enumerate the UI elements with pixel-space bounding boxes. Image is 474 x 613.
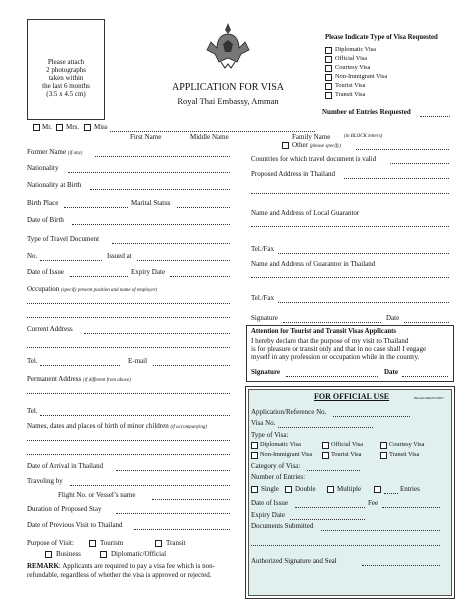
family-name-label: Family Name <box>292 133 331 141</box>
children-label <box>27 422 207 430</box>
official-type-label: Official Visa <box>331 441 364 448</box>
attention-date-field[interactable] <box>402 376 448 377</box>
former-name-text: Former Name <box>27 148 67 156</box>
date-label: Date <box>386 314 400 322</box>
official-checkbox-official[interactable] <box>322 442 329 449</box>
fee-field[interactable] <box>382 507 440 508</box>
issued-at-label: Issued at <box>107 252 132 260</box>
nationality-birth-label: Nationality at Birth <box>27 181 82 189</box>
local-guarantor-label: Name and Address of Local Guarantor <box>251 209 360 217</box>
official-type-label: Courtesy Visa <box>389 441 425 448</box>
current-address-field-1[interactable] <box>84 333 230 334</box>
attention-signature-field[interactable] <box>286 376 378 377</box>
current-address-field-2[interactable] <box>27 347 230 348</box>
title-checkbox-mrs[interactable] <box>56 124 63 131</box>
title-mrs-label: Mrs. <box>66 123 80 131</box>
entries-requested-field[interactable] <box>420 116 450 117</box>
num-entries-label: Number of Entries: <box>251 473 306 481</box>
nationality-label: Nationality <box>27 164 59 172</box>
attention-text-3: myself in any profession or occupation while in the country. <box>251 353 420 361</box>
middle-name-label: Middle Name <box>190 133 229 141</box>
guarantor-thailand-field-1[interactable] <box>251 277 449 278</box>
tel-label: Tel. <box>27 357 38 365</box>
date-field[interactable] <box>404 322 449 323</box>
visa-type-heading: Please Indicate Type of Visa Requested <box>325 34 438 41</box>
former-name-field[interactable] <box>95 156 230 157</box>
visa-type-label: Courtesy Visa <box>335 64 371 71</box>
entries-count-label: Entries <box>400 485 420 493</box>
visa-type-label: Tourist Visa <box>335 82 366 89</box>
permanent-address-label <box>27 375 131 383</box>
children-field-2[interactable] <box>27 454 230 455</box>
official-type-label: Tourist Visa <box>331 451 362 458</box>
visa-no-label: Visa No. <box>251 419 276 427</box>
doc-no-field[interactable] <box>40 260 102 261</box>
page-title: APPLICATION FOR VISA <box>171 82 285 93</box>
photo-instruction-2: 2 photographs <box>46 66 86 74</box>
occupation-field-1[interactable] <box>27 303 230 304</box>
category-label: Category of Visa: <box>251 462 301 470</box>
page-subtitle: Royal Thai Embassy, Amman <box>177 96 279 106</box>
arrival-label: Date of Arrival in Thailand <box>27 462 104 470</box>
birth-place-field[interactable] <box>64 207 128 208</box>
photo-instruction-5: (3.5 x 4.5 cm) <box>46 90 86 98</box>
official-use-heading: FOR OFFICIAL USE <box>314 392 390 401</box>
purpose-business-label: Business <box>56 550 81 558</box>
official-checkbox-transit[interactable] <box>380 452 387 459</box>
doc-no-label: No. <box>27 252 38 260</box>
purpose-checkbox-transit[interactable] <box>155 540 162 547</box>
visa-type-checkbox-diplomatic[interactable] <box>325 47 332 54</box>
children-text: Names, dates and places of birth of minor children <box>27 422 169 430</box>
countries-field[interactable] <box>390 163 449 164</box>
local-guarantor-field-1[interactable] <box>251 226 449 227</box>
visa-type-checkbox-official[interactable] <box>325 56 332 63</box>
dob-label: Date of Birth <box>27 216 64 224</box>
attention-heading: Attention for Tourist and Transit Visas Applicants <box>251 328 397 335</box>
title-mr-label: Mr. <box>42 123 52 131</box>
photo-instruction-3: taken within <box>48 74 84 82</box>
entries-single-label: Single <box>261 485 279 493</box>
attention-signature-label: Signature <box>251 368 281 376</box>
visa-type-checkbox-transit[interactable] <box>325 92 332 99</box>
official-use-code: Hnsotn/dhm/05/2007 <box>414 396 444 400</box>
traveling-by-field[interactable] <box>70 485 230 486</box>
photo-instruction-1: Please attach <box>47 58 85 66</box>
tel-fax2-label: Tel./Fax <box>251 294 275 302</box>
official-checkbox-courtesy[interactable] <box>380 442 387 449</box>
entries-checkbox-multiple[interactable] <box>327 486 334 493</box>
docs-submitted-field-1[interactable] <box>321 530 440 531</box>
remark-text-1: : Applicants are required to pay a visa fee which is non- <box>58 562 215 570</box>
permanent-address-field-1[interactable] <box>27 393 230 394</box>
expiry-date-field[interactable] <box>170 276 230 277</box>
official-type-label: Diplomatic Visa <box>260 441 301 448</box>
other-field[interactable] <box>356 149 449 150</box>
tel2-label: Tel. <box>27 407 38 415</box>
app-ref-field[interactable] <box>333 416 410 417</box>
email-field[interactable] <box>153 365 230 366</box>
title-checkbox-mr[interactable] <box>33 124 40 131</box>
visa-type-checkbox-tourist[interactable] <box>325 83 332 90</box>
tel-fax2-field[interactable] <box>278 302 449 303</box>
nationality-birth-field[interactable] <box>90 189 230 190</box>
occupation-text: Occupation <box>27 285 60 293</box>
signature-label: Signature <box>251 314 278 322</box>
guarantor-thailand-label: Name and Address of Guarantor in Thailand <box>251 260 376 268</box>
nationality-field[interactable] <box>68 172 230 173</box>
marital-status-label: Marital Status <box>131 199 171 207</box>
attention-text-1: I hereby declare that the purpose of my visit to Thailand <box>251 337 409 345</box>
first-name-label: First Name <box>130 133 162 141</box>
duration-label: Duration of Proposed Stay <box>27 505 102 513</box>
flight-no-field[interactable] <box>152 499 230 500</box>
docs-submitted-field-2[interactable] <box>251 545 440 546</box>
dob-field[interactable] <box>72 224 230 225</box>
block-letters-note: (in BLOCK letters) <box>344 134 383 139</box>
purpose-checkbox-diplomatic[interactable] <box>100 551 107 558</box>
proposed-address-field-1[interactable] <box>344 178 449 179</box>
travel-doc-label: Type of Travel Document <box>27 235 100 243</box>
entries-checkbox-single[interactable] <box>251 486 258 493</box>
visa-type-label: Diplomatic Visa <box>335 46 376 53</box>
visa-type-checkbox-non-immigrant[interactable] <box>325 74 332 81</box>
proposed-address-label: Proposed Address in Thailand <box>251 170 336 178</box>
auth-signature-label: Authorized Signature and Seal <box>251 557 337 565</box>
entries-requested-label: Number of Entries Requested <box>322 108 411 116</box>
countries-label: Countries for which travel document is valid <box>251 155 377 163</box>
arrival-field[interactable] <box>116 470 230 471</box>
occupation-label <box>27 285 157 293</box>
previous-visit-field[interactable] <box>134 529 230 530</box>
previous-visit-label: Date of Previous Visit to Thailand <box>27 521 123 529</box>
visa-type-label: Non-Immigrant Visa <box>335 73 388 80</box>
official-type-label: Non-Immigrant Visa <box>260 451 313 458</box>
travel-doc-field[interactable] <box>112 243 230 244</box>
app-ref-label: Application/Reference No. <box>251 408 327 416</box>
entries-count-field[interactable] <box>384 493 398 494</box>
flight-no-label: Flight No. or Vessel’s name <box>58 491 136 499</box>
remark-text-2: refundable, regardless of whether the visa is approved or rejected. <box>27 571 212 579</box>
official-expiry-field[interactable] <box>290 519 365 520</box>
marital-status-field[interactable] <box>177 207 230 208</box>
other-note: (please specify) <box>309 144 341 149</box>
traveling-by-label: Traveling by <box>27 477 63 485</box>
official-checkbox-diplomatic[interactable] <box>251 442 258 449</box>
official-type-label: Transit Visa <box>389 451 420 458</box>
docs-submitted-label: Documents Submitted <box>251 522 314 530</box>
photo-instruction-4: the last 6 months <box>42 82 90 90</box>
official-date-issue-label: Date of Issue <box>251 499 288 507</box>
category-field[interactable] <box>307 470 360 471</box>
tel2-field[interactable] <box>40 415 230 416</box>
official-checkbox-non-immigrant[interactable] <box>251 452 258 459</box>
entries-multiple-label: Multiple <box>337 485 362 493</box>
occupation-note: (specify present position and name of employer) <box>61 288 158 293</box>
entries-checkbox-double[interactable] <box>285 486 292 493</box>
occupation-field-2[interactable] <box>27 317 230 318</box>
children-field-1[interactable] <box>27 440 230 441</box>
remark-label: REMARK <box>27 562 59 570</box>
purpose-diplomatic-label: Diplomatic/Official <box>111 550 167 558</box>
official-date-issue-field[interactable] <box>295 507 365 508</box>
visa-no-field[interactable] <box>278 427 373 428</box>
remark-line-1 <box>27 562 215 570</box>
visa-type-checkbox-courtesy[interactable] <box>325 65 332 72</box>
children-note: (if accompanying) <box>170 425 207 430</box>
signature-field[interactable] <box>283 322 381 323</box>
purpose-label: Purpose of Visit: <box>27 539 74 547</box>
permanent-address-text: Permanent Address <box>27 375 82 383</box>
duration-field[interactable] <box>116 513 230 514</box>
tel-fax1-field[interactable] <box>278 253 449 254</box>
fee-label: Fee <box>368 499 379 507</box>
permanent-address-note: (if different from above) <box>83 378 131 383</box>
entries-double-label: Double <box>295 485 316 493</box>
other-text: Other <box>292 141 308 149</box>
former-name-note: (if any) <box>67 151 83 156</box>
current-address-label: Current Address <box>27 325 73 333</box>
purpose-checkbox-tourism[interactable] <box>89 540 96 547</box>
title-checkbox-miss[interactable] <box>84 124 91 131</box>
official-checkbox-tourist[interactable] <box>322 452 329 459</box>
issued-at-field[interactable] <box>137 260 230 261</box>
type-of-visa-label: Type of Visa: <box>251 431 289 439</box>
official-expiry-label: Expiry Date <box>251 511 286 519</box>
purpose-checkbox-business[interactable] <box>45 551 52 558</box>
entries-checkbox-count[interactable] <box>374 486 381 493</box>
auth-signature-field[interactable] <box>362 565 440 566</box>
other-checkbox[interactable] <box>282 142 289 149</box>
visa-type-label: Transit Visa <box>335 91 366 98</box>
birth-place-label: Birth Place <box>27 199 59 207</box>
attention-text-2: is for pleasure or transit only and that in no case shall I engage <box>251 345 427 353</box>
visa-type-label: Official Visa <box>335 55 368 62</box>
tel-fax1-label: Tel./Fax <box>251 245 275 253</box>
name-field[interactable] <box>110 131 315 132</box>
attention-date-label: Date <box>384 368 398 376</box>
tel-field[interactable] <box>40 365 120 366</box>
expiry-date-label: Expiry Date <box>131 268 166 276</box>
purpose-transit-label: Transit <box>166 539 186 547</box>
date-issue-label: Date of Issue <box>27 268 64 276</box>
other-label <box>292 141 341 149</box>
date-issue-field[interactable] <box>70 276 128 277</box>
title-miss-label: Miss <box>94 123 108 131</box>
email-label: E-mail <box>128 357 148 365</box>
garuda-emblem-icon <box>203 20 253 70</box>
former-name-label <box>27 148 82 156</box>
proposed-address-field-2[interactable] <box>251 193 449 194</box>
purpose-tourism-label: Tourism <box>100 539 124 547</box>
